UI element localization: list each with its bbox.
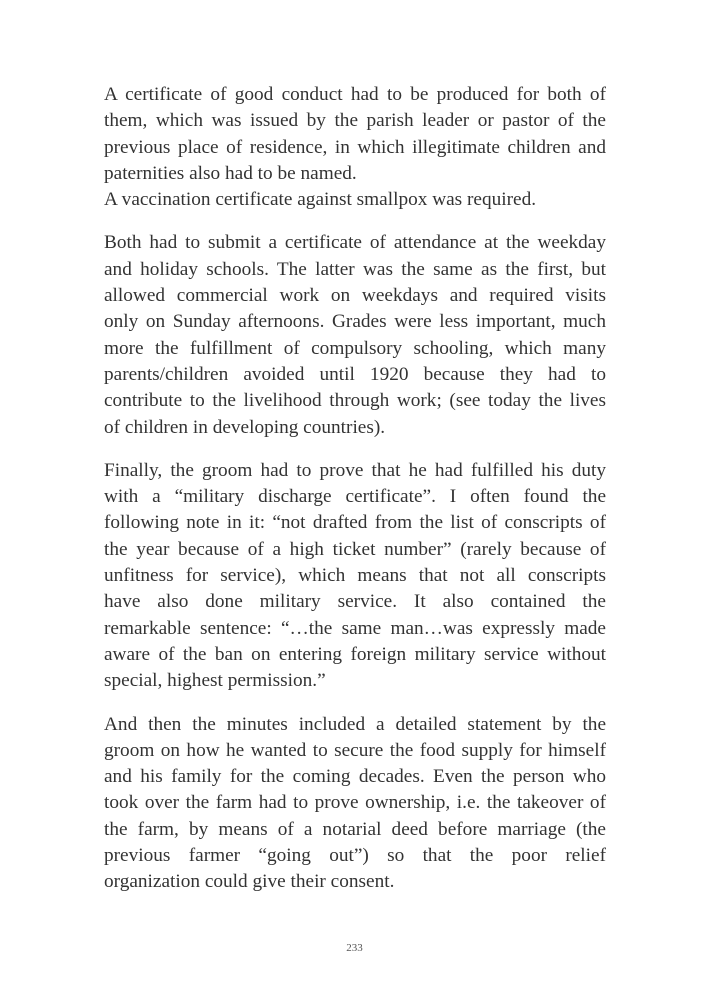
text-line: and holiday schools. The latter was the same as the first, but: [104, 258, 606, 280]
text-line: A certificate of good conduct had to be produced for both of: [104, 84, 606, 105]
paragraph: [104, 712, 606, 896]
text-line: of children in developing countries).: [104, 416, 386, 438]
text-line: them, which was issued by the parish leader or pastor of the: [104, 110, 606, 132]
text-line: A vaccination certificate against smallpox was required.: [104, 189, 537, 211]
text-line: Finally, the groom had to prove that he had fulfilled his duty: [104, 459, 606, 481]
text-line: And then the minutes included a detailed statement by the: [104, 713, 606, 735]
text-line: paternities also had to be named.: [104, 162, 357, 184]
text-line: more the fulfillment of compulsory schooling, which many: [104, 337, 606, 359]
paragraph: [104, 82, 606, 213]
text-line: aware of the ban on entering foreign military service without: [104, 643, 606, 665]
text-line: groom on how he wanted to secure the food supply for himself: [104, 739, 606, 761]
text-line: parents/children avoided until 1920 because they had to: [104, 363, 606, 385]
text-line: contribute to the livelihood through work; (see today the lives: [104, 390, 606, 412]
text-line: following note in it: “not drafted from the list of conscripts of: [104, 512, 606, 534]
page-body: [104, 82, 606, 913]
paragraph: [104, 458, 606, 695]
text-line: have also done military service. It also contained the: [104, 591, 606, 613]
text-line: special, highest permission.”: [104, 670, 326, 692]
text-line: Both had to submit a certificate of attendance at the weekday: [104, 232, 606, 254]
text-line: previous place of residence, in which illegitimate children and: [104, 136, 606, 158]
paragraph: [104, 230, 606, 440]
text-line: the year because of a high ticket number” (rarely because of: [104, 538, 606, 560]
text-line: with a “military discharge certificate”. I often found the: [104, 486, 606, 508]
text-line: previous farmer “going out”) so that the poor relief: [104, 845, 606, 867]
text-line: the farm, by means of a notarial deed before marriage (the: [104, 818, 606, 840]
text-line: took over the farm had to prove ownership, i.e. the takeover of: [104, 792, 606, 814]
text-line: unfitness for service), which means that not all conscripts: [104, 565, 606, 587]
text-line: allowed commercial work on weekdays and required visits: [104, 285, 606, 307]
text-line: only on Sunday afternoons. Grades were less important, much: [104, 311, 606, 333]
text-line: remarkable sentence: “…the same man…was expressly made: [104, 617, 606, 639]
text-line: and his family for the coming decades. Even the person who: [104, 766, 606, 788]
page-number: 233: [346, 942, 363, 954]
text-line: organization could give their consent.: [104, 871, 395, 893]
